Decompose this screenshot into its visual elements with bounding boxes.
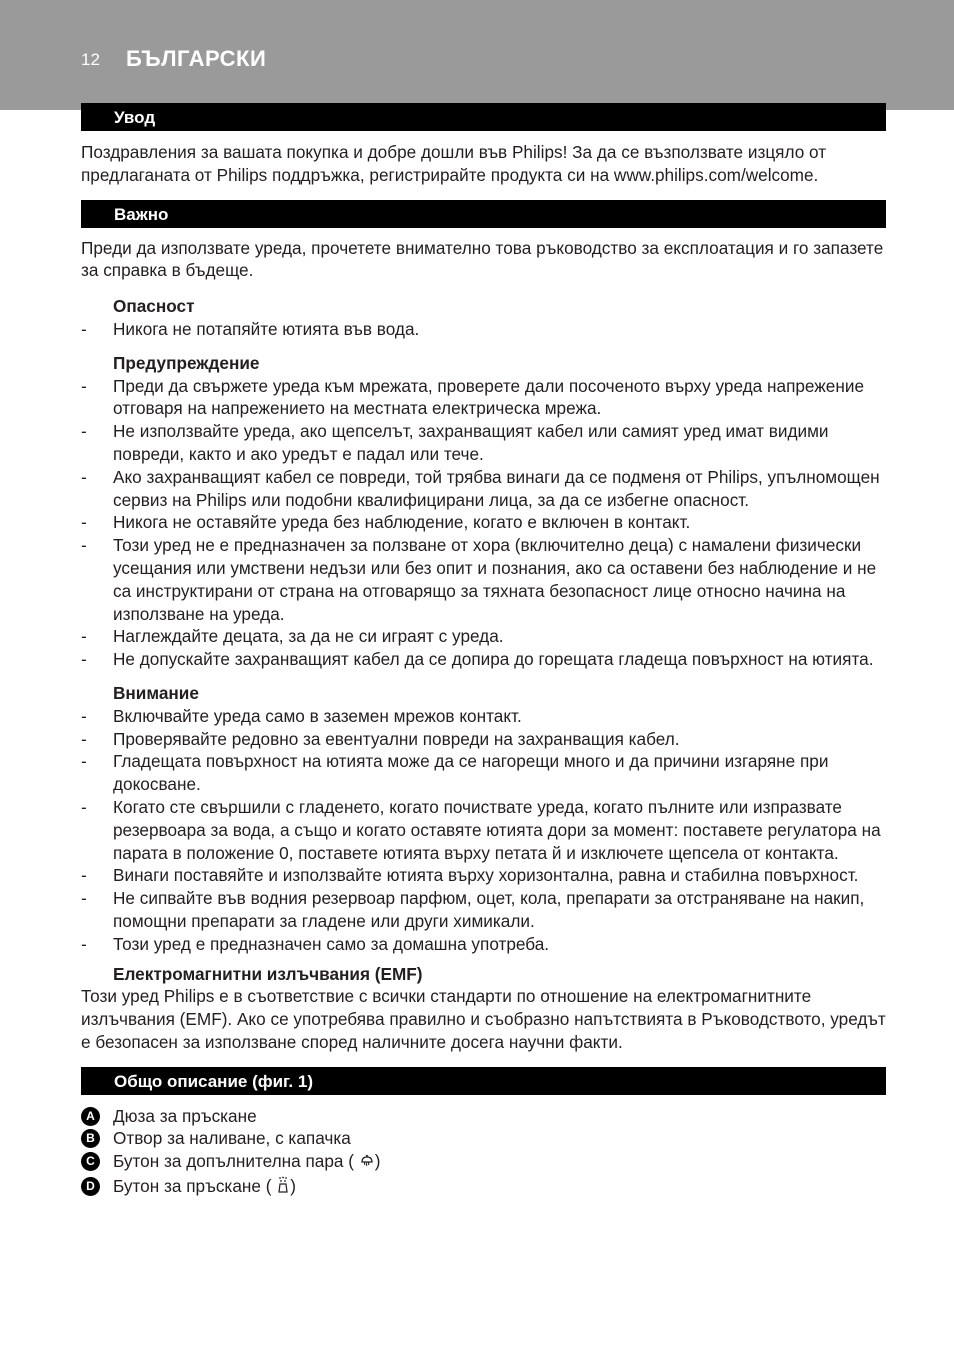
dash-mark: -	[81, 888, 87, 909]
caution-heading: Внимание	[113, 682, 199, 703]
list-item: - Не сипвайте във водния резервоар парфюм, оцет, кола, препарати за отстраняване на накип, помощни препарати за гладене или други химикали.	[81, 888, 865, 931]
warning-list	[81, 375, 886, 671]
language-title: БЪЛГАРСКИ	[126, 46, 267, 71]
dash-mark: -	[81, 649, 87, 670]
list-item: C Бутон за допълнителна пара ( )	[81, 1150, 886, 1175]
letter-badge: B	[81, 1129, 100, 1148]
section-header-intro: Увод	[81, 103, 886, 131]
list-item: - Гладещата повърхност на ютията може да се нагорещи много и да причини изгаряне при докосване.	[81, 751, 829, 795]
dash-mark: -	[81, 728, 87, 749]
list-item: A Дюза за пръскане	[81, 1105, 886, 1128]
warning-heading: Предупреждение	[113, 352, 260, 373]
dash-mark: -	[81, 375, 87, 396]
list-item: - Не използвайте уреда, ако щепселът, захранващият кабел или самият уред имат видими повреди, както и ако уредът е падал или тече.	[81, 421, 829, 464]
dash-mark: -	[81, 421, 87, 442]
spray-icon	[276, 1176, 290, 1200]
section-header-overview: Общо описание (фиг. 1)	[81, 1067, 886, 1095]
dash-mark: -	[81, 466, 87, 487]
emf-paragraph: Този уред Philips е в съответствие с всички стандарти по отношение на електромагнитните излъчвания (EMF). Ако се употребява правилно и съобразно напътствията в Ръководството, уредът е безопасен за използване според наличните досега научни факти.	[81, 986, 886, 1052]
important-paragraph: Преди да използвате уреда, прочетете внимателно това ръководство за експлоатация и го запазете за справка в бъдеще.	[81, 237, 884, 281]
dash-mark: -	[81, 751, 87, 772]
list-item: - Този уред не е предназначен за ползване от хора (включително деца) с намалени физически усещания или умствени недъзи или без опит и познания, ако са оставени без наблюдение и не са инструктирани от страна на отговарящо за тяхната безопасност лице относно начина на използване на уреда.	[81, 535, 877, 624]
list-item: B Отвор за наливане, с капачка	[81, 1127, 886, 1150]
list-item: - Наглеждайте децата, за да не си играят с уреда.	[81, 626, 504, 647]
list-item: - Този уред е предназначен само за домашна употреба.	[81, 933, 550, 954]
list-item: - Когато сте свършили с гладенето, когато почиствате уреда, когато пълните или изпразвате резервоара за вода, а също и когато оставяте ютията дори за момент: поставете регулатора на парата в положение 0, поставете ютията върху петата й и изключете щепсела от контакта.	[81, 796, 881, 863]
intro-paragraph: Поздравления за вашата покупка и добре дошли във Philips! За да се възползвате изцяло от предлаганата от Philips поддръжка, регистрирайте продукта си на www.philips.com/welcome.	[81, 142, 827, 185]
dash-mark: -	[81, 933, 87, 954]
letter-badge: D	[81, 1177, 100, 1196]
list-item: - Винаги поставяйте и използвайте ютията върху хоризонтална, равна и стабилна повърхност.	[81, 865, 859, 886]
dash-mark: -	[81, 626, 87, 647]
list-item: - Преди да свържете уреда към мрежата, проверете дали посоченото върху уреда напрежение отговаря на напрежението на местната електрическа мрежа.	[81, 375, 865, 419]
letter-badge: A	[81, 1107, 100, 1126]
caution-list	[81, 705, 886, 956]
dash-mark: -	[81, 705, 87, 726]
dash-mark: -	[81, 318, 87, 339]
section-header-important: Важно	[81, 200, 886, 228]
list-item: D Бутон за пръскане ( )	[81, 1175, 886, 1200]
danger-list	[81, 318, 886, 341]
steam-boost-icon	[359, 1152, 375, 1175]
danger-heading: Опасност	[113, 296, 195, 317]
letter-badge: C	[81, 1152, 100, 1171]
list-item: - Никога не оставяйте уреда без наблюдение, когато е включен в контакт.	[81, 512, 691, 533]
dash-mark: -	[81, 865, 87, 886]
page-content	[81, 103, 886, 1217]
list-item: - Не допускайте захранващият кабел да се допира до горещата гладеща повърхност на ютията.	[81, 649, 874, 670]
list-item: - Никога не потапяйте ютията във вода.	[81, 318, 420, 339]
list-item: - Ако захранващият кабел се повреди, той трябва винаги да се подменя от Philips, упълномощен сервиз на Philips или подобни квалифицирани лица, за да се избегне опасност.	[81, 466, 880, 510]
page-number: 12	[81, 50, 100, 69]
dash-mark: -	[81, 796, 87, 817]
emf-heading: Електромагнитни излъчвания (EMF)	[113, 963, 423, 984]
list-item: - Включвайте уреда само в заземен мрежов контакт.	[81, 705, 522, 726]
dash-mark: -	[81, 535, 87, 556]
list-item: - Проверявайте редовно за евентуални повреди на захранващия кабел.	[81, 728, 680, 749]
dash-mark: -	[81, 512, 87, 533]
header-band	[0, 0, 954, 110]
parts-list	[81, 1105, 886, 1200]
